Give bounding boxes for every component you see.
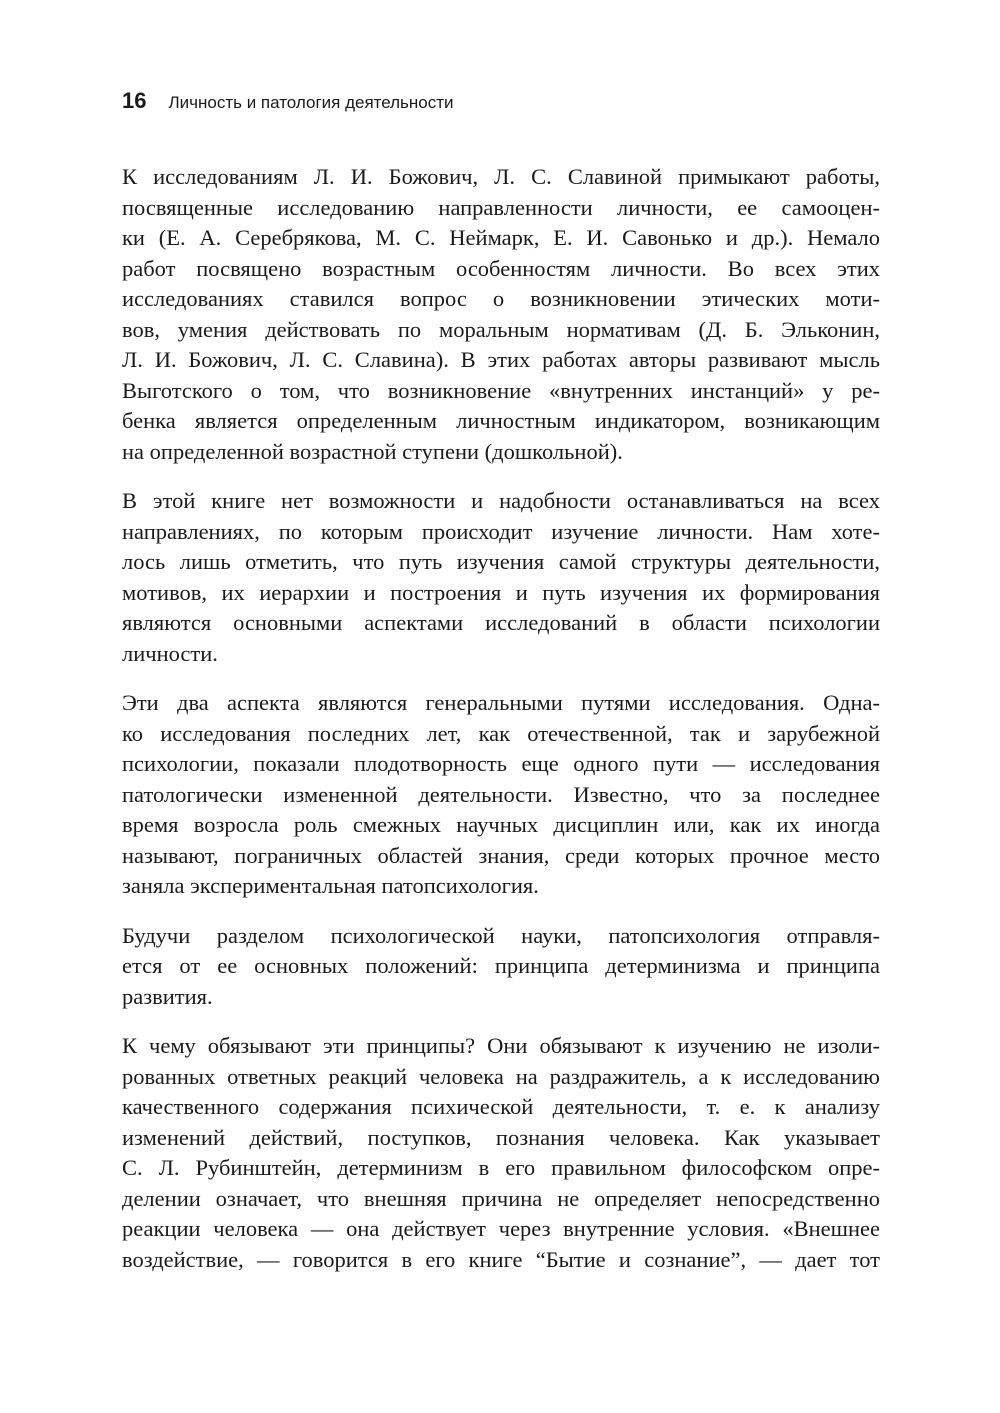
- text-line: делении означает, что внешняя причина не определяет непосредственно: [122, 1185, 880, 1211]
- text-line: называют, пограничных областей знания, среди которых прочное место: [122, 842, 880, 868]
- text-line: время возросла роль смежных научных дисциплин или, как их иногда: [122, 812, 880, 837]
- text-line: С. Л. Рубинштейн, детерминизм в его правильном философском опре-: [122, 1155, 880, 1180]
- text-line: психологии, показали плодотворность еще одного пути — исследования: [122, 751, 880, 776]
- text-line: направлениях, по которым происходит изучение личности. Нам хоте-: [122, 518, 880, 544]
- text-line: Будучи разделом психологической науки, патопсихология отправля-: [122, 922, 880, 948]
- running-header: [122, 88, 880, 122]
- text-line: В этой книге нет возможности и надобности останавливаться на всех: [122, 488, 880, 513]
- text-line: ки (Е. А. Серебрякова, М. С. Неймарк, Е. И. Савонько и др.). Немало: [122, 225, 880, 250]
- text-line: вов, умения действовать по моральным нормативам (Д. Б. Эльконин,: [122, 316, 880, 342]
- text-line: бенка является определенным личностным индикатором, возникающим: [122, 408, 880, 433]
- body-text: [122, 162, 880, 1275]
- text-line: заняла экспериментальная патопсихология.: [122, 873, 539, 898]
- text-line: исследованиях ставился вопрос о возникновении этических моти-: [122, 286, 880, 311]
- text-line: рованных ответных реакций человека на раздражитель, а к исследованию: [122, 1063, 880, 1089]
- text-line: Эти два аспекта являются генеральными путями исследования. Одна-: [122, 690, 880, 715]
- text-line: ко исследования последних лет, как отечественной, так и зарубежной: [122, 720, 880, 746]
- text-line: реакции человека — она действует через внутренние условия. «Внешнее: [122, 1216, 880, 1241]
- text-line: патологически измененной деятельности. Известно, что за последнее: [122, 781, 880, 807]
- text-line: являются основными аспектами исследований в области психологии: [122, 610, 880, 635]
- text-line: качественного содержания психической деятельности, т. е. к анализу: [122, 1094, 880, 1119]
- text-line: К исследованиям Л. И. Божович, Л. С. Славиной примыкают работы,: [122, 164, 880, 189]
- page-number: 16: [122, 88, 147, 113]
- text-line: мотивов, их иерархии и построения и путь изучения их формирования: [122, 579, 880, 605]
- text-line: на определенной возрастной ступени (дошкольной).: [122, 438, 623, 464]
- paragraph-2: [122, 486, 880, 669]
- paragraph-5: [122, 1031, 880, 1275]
- paragraph-3: [122, 688, 880, 902]
- text-line: изменений действий, поступков, познания человека. Как указывает: [122, 1124, 880, 1150]
- text-line: Выготского о том, что возникновение «внутренних инстанций» у ре-: [122, 377, 880, 403]
- text-line: ется от ее основных положений: принципа детерминизма и принципа: [122, 953, 880, 978]
- text-line: посвященные исследованию направленности личности, ее самооцен-: [122, 194, 880, 220]
- paragraph-1: [122, 162, 880, 467]
- text-line: воздействие, — говорится в его книге “Бытие и сознание”, — дает тот: [122, 1246, 880, 1272]
- text-line: личности.: [122, 640, 218, 666]
- text-line: развития.: [122, 983, 213, 1009]
- book-title: Личность и патология деятельности: [168, 93, 454, 112]
- text-line: работ посвящено возрастным особенностям личности. Во всех этих: [122, 255, 880, 281]
- text-line: лось лишь отметить, что путь изучения самой структуры деятельности,: [122, 549, 880, 574]
- book-page: [122, 88, 880, 1294]
- text-line: К чему обязывают эти принципы? Они обязывают к изучению не изоли-: [122, 1033, 880, 1058]
- text-line: Л. И. Божович, Л. С. Славина). В этих работах авторы развивают мысль: [122, 347, 880, 372]
- paragraph-4: [122, 921, 880, 1013]
